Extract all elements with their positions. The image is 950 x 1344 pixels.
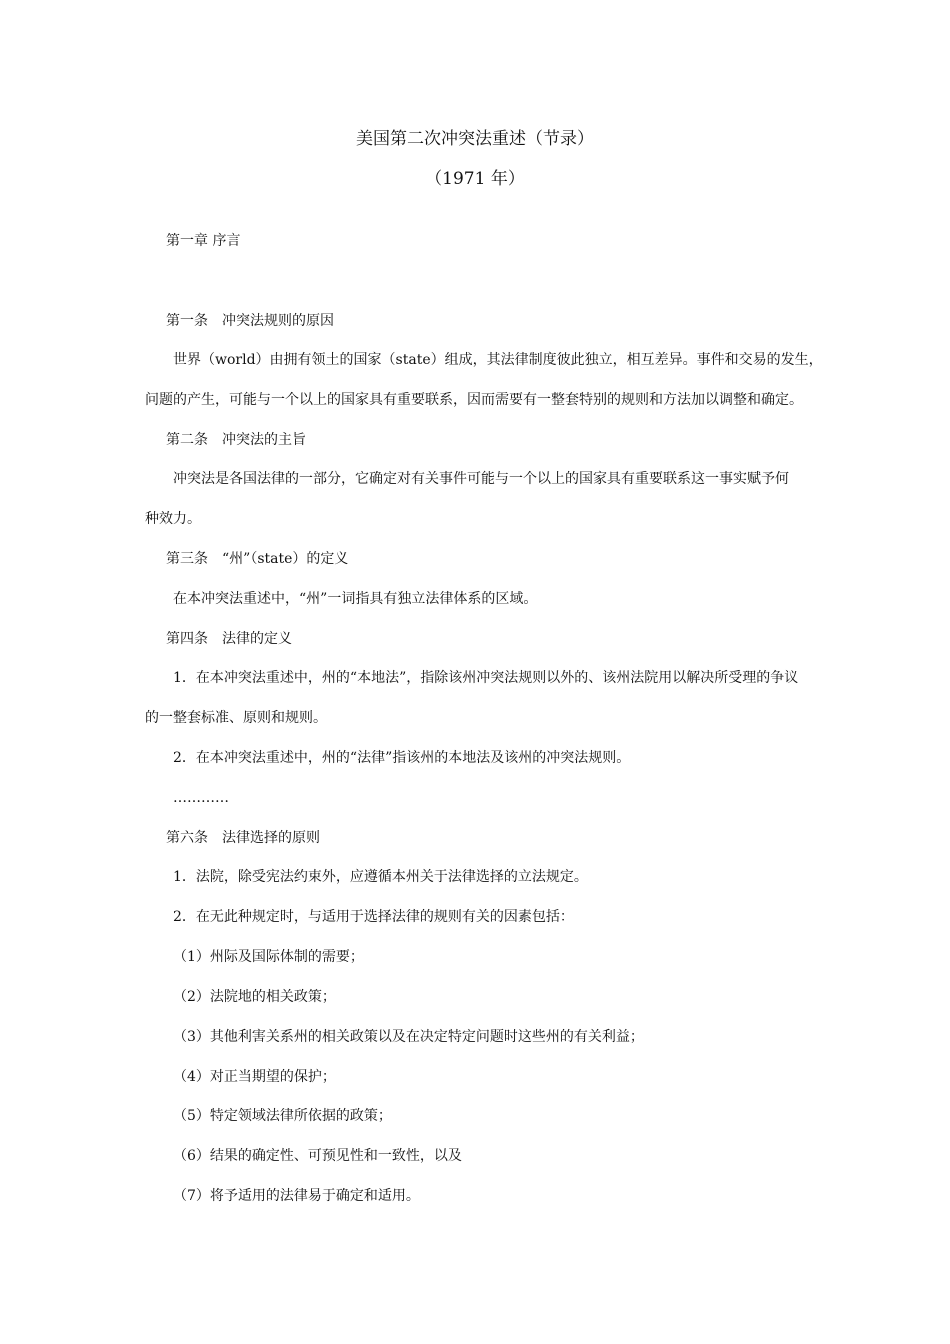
article-3-heading: 第三条 “州”（state）的定义 xyxy=(166,551,349,567)
article-4-heading: 第四条 法律的定义 xyxy=(166,631,292,647)
article-2-heading: 第二条 冲突法的主旨 xyxy=(166,432,306,448)
factor-item: （3）其他利害关系州的相关政策以及在决定特定问题时这些州的有关利益； xyxy=(173,1029,644,1045)
article-2-text-line-1: 冲突法是各国法律的一部分，它确定对有关事件可能与一个以上的国家具有重要联系这一事实赋予何 xyxy=(173,471,789,487)
article-6-item-1: 1．法院，除受宪法约束外，应遵循本州关于法律选择的立法规定。 xyxy=(173,869,588,885)
article-4-item-2: 2．在本冲突法重述中，州的“法律”指该州的本地法及该州的冲突法规则。 xyxy=(173,750,631,766)
article-4-item-1-line-1: 1．在本冲突法重述中，州的“本地法”，指除该州冲突法规则以外的、该州法院用以解决所受理的争议 xyxy=(173,670,799,686)
factor-item: （7）将予适用的法律易于确定和适用。 xyxy=(173,1188,420,1204)
article-1-heading: 第一条 冲突法规则的原因 xyxy=(166,313,334,329)
factor-item: （5）特定领域法律所依据的政策； xyxy=(173,1108,392,1124)
article-3-text: 在本冲突法重述中，“州”一词指具有独立法律体系的区域。 xyxy=(173,591,538,607)
article-1-text-line-1: 世界（world）由拥有领土的国家（state）组成，其法律制度彼此独立，相互差异。事件和交易的发生， xyxy=(173,352,823,368)
factor-item: （2）法院地的相关政策； xyxy=(173,989,336,1005)
article-1-text-line-2: 问题的产生，可能与一个以上的国家具有重要联系，因而需要有一整套特别的规则和方法加以调整和确定。 xyxy=(145,392,803,408)
factor-item: （6）结果的确定性、可预见性和一致性，以及 xyxy=(173,1148,462,1164)
article-6-item-2: 2．在无此种规定时，与适用于选择法律的规则有关的因素包括： xyxy=(173,909,574,925)
ellipsis: ………… xyxy=(173,790,229,806)
factor-item: （4）对正当期望的保护； xyxy=(173,1069,336,1085)
document-title: 美国第二次冲突法重述（节录） xyxy=(356,129,594,149)
article-6-heading: 第六条 法律选择的原则 xyxy=(166,830,320,846)
article-4-item-1-line-2: 的一整套标准、原则和规则。 xyxy=(145,710,327,726)
chapter-heading: 第一章 序言 xyxy=(166,233,241,249)
factor-item: （1）州际及国际体制的需要； xyxy=(173,949,364,965)
document-year: （1971 年） xyxy=(425,169,525,189)
article-2-text-line-2: 种效力。 xyxy=(145,511,201,527)
